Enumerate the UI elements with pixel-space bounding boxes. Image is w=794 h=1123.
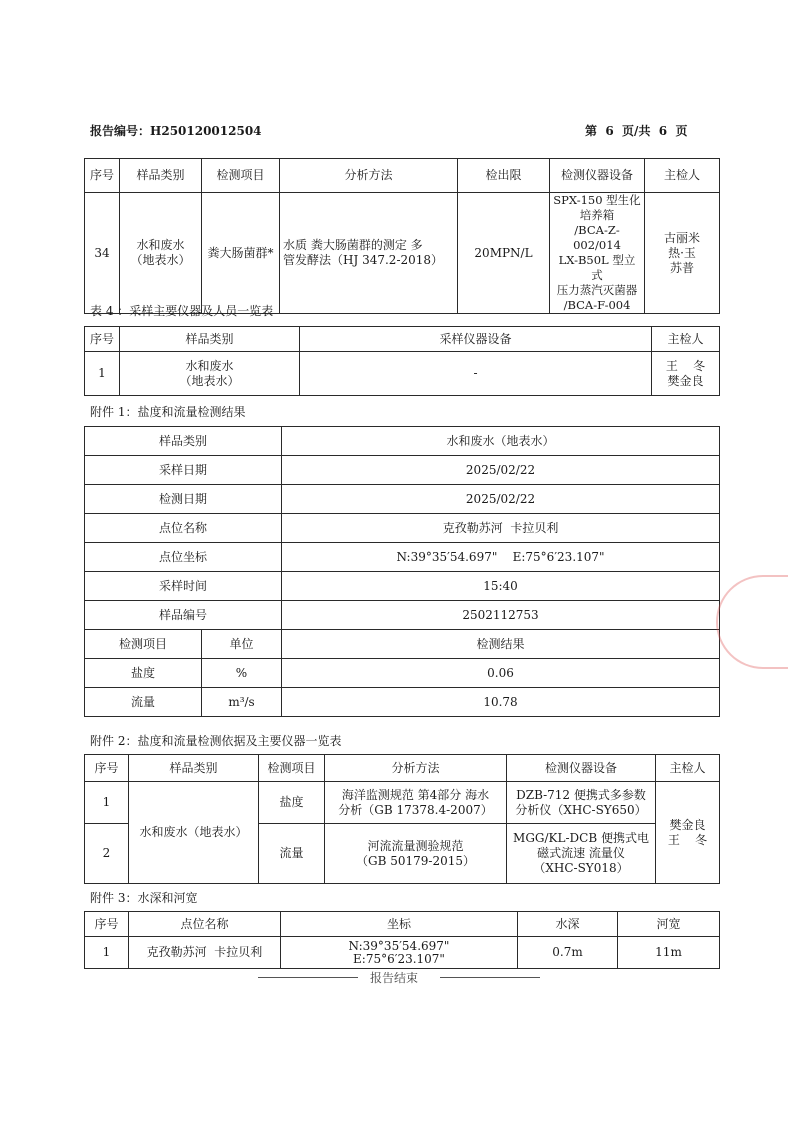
result-item: 盐度 [85,659,202,688]
inspector-line1: 樊金良 [669,817,706,832]
coord-line2: E:75°6′23.107" [353,951,445,966]
info-value: 克孜勒苏河 卡拉贝利 [282,514,720,543]
method-line1: 海洋监测规范 第4部分 海水 [341,787,490,802]
result-row [85,659,720,688]
th-inspector: 主检人 [645,159,720,193]
sampling-equipment: - [300,352,652,396]
info-label: 点位坐标 [85,543,282,572]
result-unit: % [202,659,282,688]
equipment [550,193,645,314]
method-line2: 分析（GB 17378.4-2007） [338,802,493,817]
info-row [85,427,720,456]
info-label: 点位名称 [85,514,282,543]
table-row [85,352,720,396]
water-depth: 0.7m [518,937,618,969]
th-result: 检测结果 [282,630,720,659]
th-no: 序号 [85,755,129,782]
method [325,824,507,884]
equip-line2: 分析仪（XHC-SY650） [515,802,647,817]
row-no: 1 [85,782,129,824]
info-row [85,543,720,572]
method [280,193,458,314]
basis-equipment-table [84,754,720,884]
result-row [85,688,720,717]
equipment [507,824,656,884]
sample-type-line1: 水和废水 [185,358,234,373]
info-label: 样品类别 [85,427,282,456]
sample-type: 水和废水（地表水） [129,782,259,884]
info-value: 2502112753 [282,601,720,630]
inspector [652,352,720,396]
th-equipment: 检测仪器设备 [507,755,656,782]
table-row [85,937,720,969]
detection-table [84,158,720,314]
th-coordinates: 坐标 [281,912,518,937]
method [325,782,507,824]
th-method: 分析方法 [325,755,507,782]
detection-limit: 20MPN/L [458,193,550,314]
info-row [85,572,720,601]
inspector-line2: 樊金良 [667,373,704,388]
th-test-item: 检测项目 [85,630,202,659]
test-item: 盐度 [259,782,325,824]
th-sampling-equipment: 采样仪器设备 [300,327,652,352]
th-depth: 水深 [518,912,618,937]
inspector [645,193,720,314]
th-method: 分析方法 [280,159,458,193]
th-site-name: 点位名称 [129,912,281,937]
inspector-line: 热·玉 [668,245,696,260]
test-item: 粪大肠菌群* [202,193,280,314]
sampling-table [84,326,720,396]
th-test-item: 检测项目 [202,159,280,193]
equip-line: LX-B50L 型立式 [558,253,636,282]
th-sample-type: 样品类别 [129,755,259,782]
annex2-caption: 附件 2：盐度和流量检测依据及主要仪器一览表 [90,734,342,748]
inspector-line2: 王 冬 [667,832,708,847]
equip-line: /BCA-F-004 [563,298,631,312]
report-end-text: 报告结束 [370,971,419,985]
method-line1: 水质 粪大肠菌群的测定 多 [283,238,423,252]
inspector [656,782,720,884]
th-sample-type: 样品类别 [120,327,300,352]
info-row [85,456,720,485]
page-number: 第 6 页/共 6 页 [585,124,688,138]
equip-line1: MGG/KL-DCB 便携式电 [513,831,649,845]
th-inspector: 主检人 [656,755,720,782]
th-sample-type: 样品类别 [120,159,202,193]
coord-line1: N:39°35′54.697" [348,938,450,953]
sample-type [120,193,202,314]
th-detection-limit: 检出限 [458,159,550,193]
coordinates [281,937,518,969]
row-no: 34 [85,193,120,314]
row-no: 1 [85,352,120,396]
th-no: 序号 [85,327,120,352]
inspector-line: 苏普 [669,260,694,275]
result-value: 0.06 [282,659,720,688]
table-row [85,782,720,824]
th-no: 序号 [85,912,129,937]
annex1-caption: 附件 1：盐度和流量检测结果 [90,405,246,419]
seal-stamp [716,575,788,669]
test-item: 流量 [259,824,325,884]
info-label: 样品编号 [85,601,282,630]
row-no: 1 [85,937,129,969]
salinity-flow-results-table [84,426,720,717]
method-line1: 河流流量测验规范 [367,838,464,853]
site-name: 克孜勒苏河 卡拉贝利 [129,937,281,969]
sample-type-line2: （地表水） [179,373,240,388]
river-width: 11m [618,937,720,969]
result-value: 10.78 [282,688,720,717]
end-line-right [440,977,540,978]
info-label: 检测日期 [85,485,282,514]
table4-caption: 表 4 ：采样主要仪器及人员一览表 [90,304,274,318]
method-line2: （GB 50179-2015） [356,853,475,868]
th-width: 河宽 [618,912,720,937]
info-value: N:39°35′54.697" E:75°6′23.107" [282,543,720,572]
th-unit: 单位 [202,630,282,659]
equip-line: SPX-150 型生化 [553,193,641,207]
sample-type-line2: （地表水） [130,253,191,267]
method-line2: 管发酵法（HJ 347.2-2018） [283,253,444,267]
equip-line1: DZB-712 便携式多参数 [516,787,646,802]
inspector-line1: 王 冬 [665,358,706,373]
th-no: 序号 [85,159,120,193]
equip-line2: 磁式流速 流量仪 [537,846,625,860]
equip-line: /BCA-Z-002/014 [573,223,621,252]
report-number: 报告编号：H250120012504 [90,124,262,138]
result-unit: m³/s [202,688,282,717]
info-value: 2025/02/22 [282,456,720,485]
end-line-left [258,977,358,978]
equip-line: 压力蒸汽灭菌器 [556,283,638,297]
sample-type [120,352,300,396]
th-equipment: 检测仪器设备 [550,159,645,193]
equip-line: 培养箱 [579,208,615,222]
info-value: 15:40 [282,572,720,601]
result-item: 流量 [85,688,202,717]
depth-width-table [84,911,720,969]
sample-type-line1: 水和废水 [136,238,185,252]
info-value: 水和废水（地表水） [282,427,720,456]
annex3-caption: 附件 3：水深和河宽 [90,891,198,905]
info-label: 采样时间 [85,572,282,601]
info-row [85,514,720,543]
th-inspector: 主检人 [652,327,720,352]
row-no: 2 [85,824,129,884]
equip-line3: （XHC-SY018） [533,861,629,875]
info-value: 2025/02/22 [282,485,720,514]
info-label: 采样日期 [85,456,282,485]
th-test-item: 检测项目 [259,755,325,782]
info-row [85,485,720,514]
table-row [85,193,720,314]
inspector-line: 古丽米 [663,230,700,245]
equipment [507,782,656,824]
info-row [85,601,720,630]
